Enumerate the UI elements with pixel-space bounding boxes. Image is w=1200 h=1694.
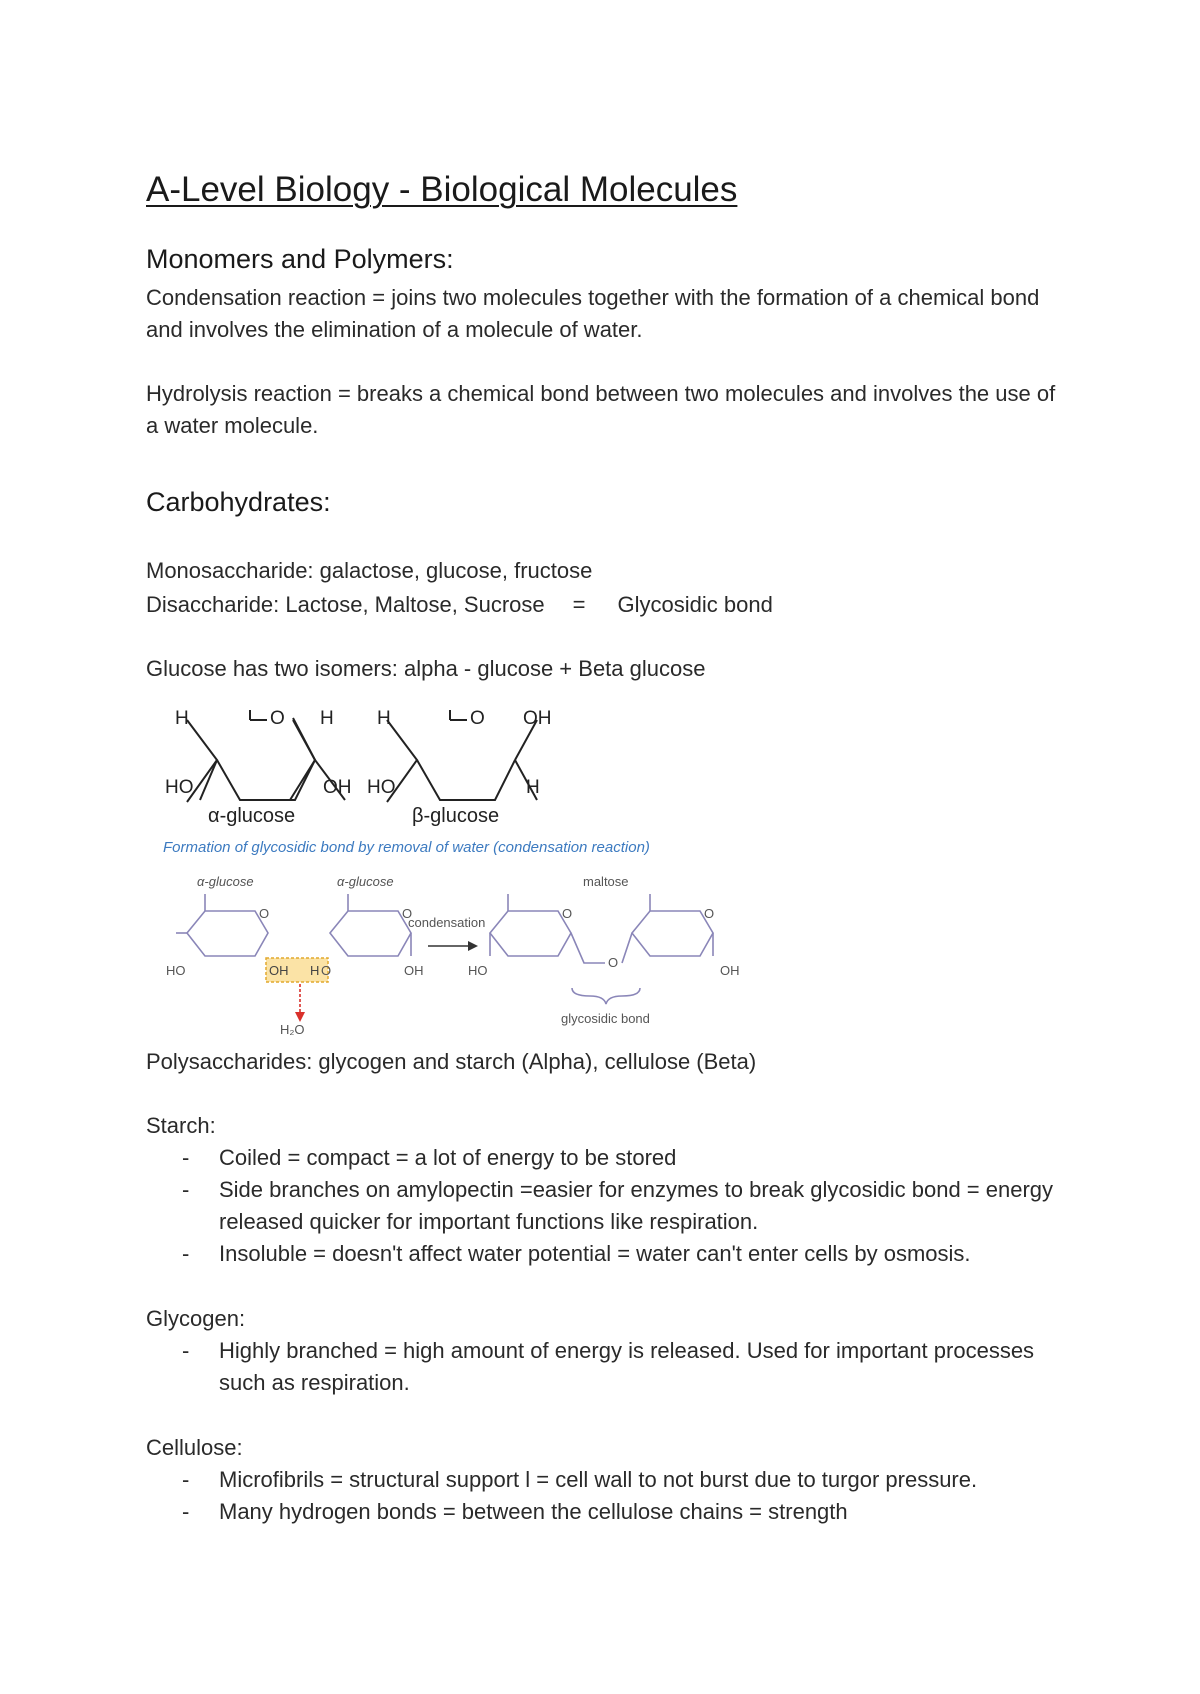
monosaccharide-line: Monosaccharide: galactose, glucose, fructose [146, 558, 593, 583]
starch-list [146, 1142, 1086, 1270]
page-title: A-Level Biology - Biological Molecules [146, 170, 738, 209]
hydrolysis-paragraph: Hydrolysis reaction = breaks a chemical bond between two molecules and involves the use of a water molecule. [146, 381, 1056, 438]
ring3-ho: HO [468, 963, 488, 978]
alpha-ho: HO [165, 777, 194, 798]
isomers-line: Glucose has two isomers: alpha - glucose + Beta glucose [146, 656, 706, 681]
ring2-o-left: O [321, 963, 332, 978]
list-item: - Microfibrils = structural support l = cell wall to not burst due to turgor pressure. [182, 1467, 978, 1492]
ring1-o: O [259, 906, 270, 921]
ring1-ho: HO [166, 963, 186, 978]
ring2-o: O [402, 906, 413, 921]
starch-heading: Starch: [146, 1113, 216, 1138]
ring1-oh-highlighted: OH [269, 963, 289, 978]
glycosidic-o: O [608, 955, 619, 970]
list-item: - Insoluble = doesn't affect water potential = water can't enter cells by osmosis. [182, 1241, 971, 1266]
glucose-isomers-figure [155, 700, 575, 830]
cellulose-heading: Cellulose: [146, 1435, 243, 1460]
beta-h-bottom: H [526, 777, 540, 798]
list-item: - Highly branched = high amount of energy is released. Used for important processes such as respiration. [182, 1338, 1035, 1395]
alpha-glucose-label: α-glucose [208, 805, 296, 827]
disaccharide-bond: Glycosidic bond [617, 592, 773, 617]
disaccharide-line [146, 589, 1066, 621]
glycogen-list [146, 1335, 1046, 1399]
glycosidic-bond-label: glycosidic bond [561, 1011, 650, 1026]
alpha-oh: OH [323, 777, 352, 798]
water-label: H₂O [280, 1022, 305, 1036]
condensation-paragraph: Condensation reaction = joins two molecules together with the formation of a chemical bond and involves the elimination of a molecule of water. [146, 285, 1040, 342]
condensation-label: condensation [408, 915, 486, 930]
glycogen-heading: Glycogen: [146, 1306, 246, 1331]
polysaccharides-line: Polysaccharides: glycogen and starch (Alpha), cellulose (Beta) [146, 1049, 757, 1074]
disaccharide-equals: = [572, 592, 586, 617]
condensation-figure [160, 836, 750, 1036]
maltose-label: maltose [583, 874, 629, 889]
list-item: - Many hydrogen bonds = between the cellulose chains = strength [182, 1499, 848, 1524]
beta-oh-right: OH [523, 708, 552, 729]
ring2-h-highlighted: H [310, 963, 320, 978]
alpha-glucose-label-1: α-glucose [197, 874, 254, 889]
cellulose-list [146, 1464, 1086, 1528]
list-item: - Coiled = compact = a lot of energy to be stored [182, 1145, 677, 1170]
alpha-o: O [270, 708, 285, 729]
ring4-o: O [704, 906, 715, 921]
ring3-o: O [562, 906, 573, 921]
list-item: - Side branches on amylopectin =easier for enzymes to break glycosidic bond = energy released quicker for important functions like respiration. [182, 1177, 1054, 1234]
heading-carbohydrates: Carbohydrates: [146, 487, 331, 517]
heading-monomers: Monomers and Polymers: [146, 244, 454, 274]
figure-caption: Formation of glycosidic bond by removal of water (condensation reaction) [163, 839, 650, 856]
beta-o: O [470, 708, 485, 729]
ring2-oh: OH [404, 963, 424, 978]
alpha-glucose-label-2: α-glucose [337, 874, 394, 889]
beta-ho: HO [367, 777, 396, 798]
disaccharide-list: Disaccharide: Lactose, Maltose, Sucrose [146, 592, 545, 617]
alpha-h-left: H [175, 708, 189, 729]
ring4-oh: OH [720, 963, 740, 978]
beta-h-left: H [377, 708, 391, 729]
beta-glucose-label: β-glucose [412, 805, 500, 827]
alpha-h-right: H [320, 708, 334, 729]
